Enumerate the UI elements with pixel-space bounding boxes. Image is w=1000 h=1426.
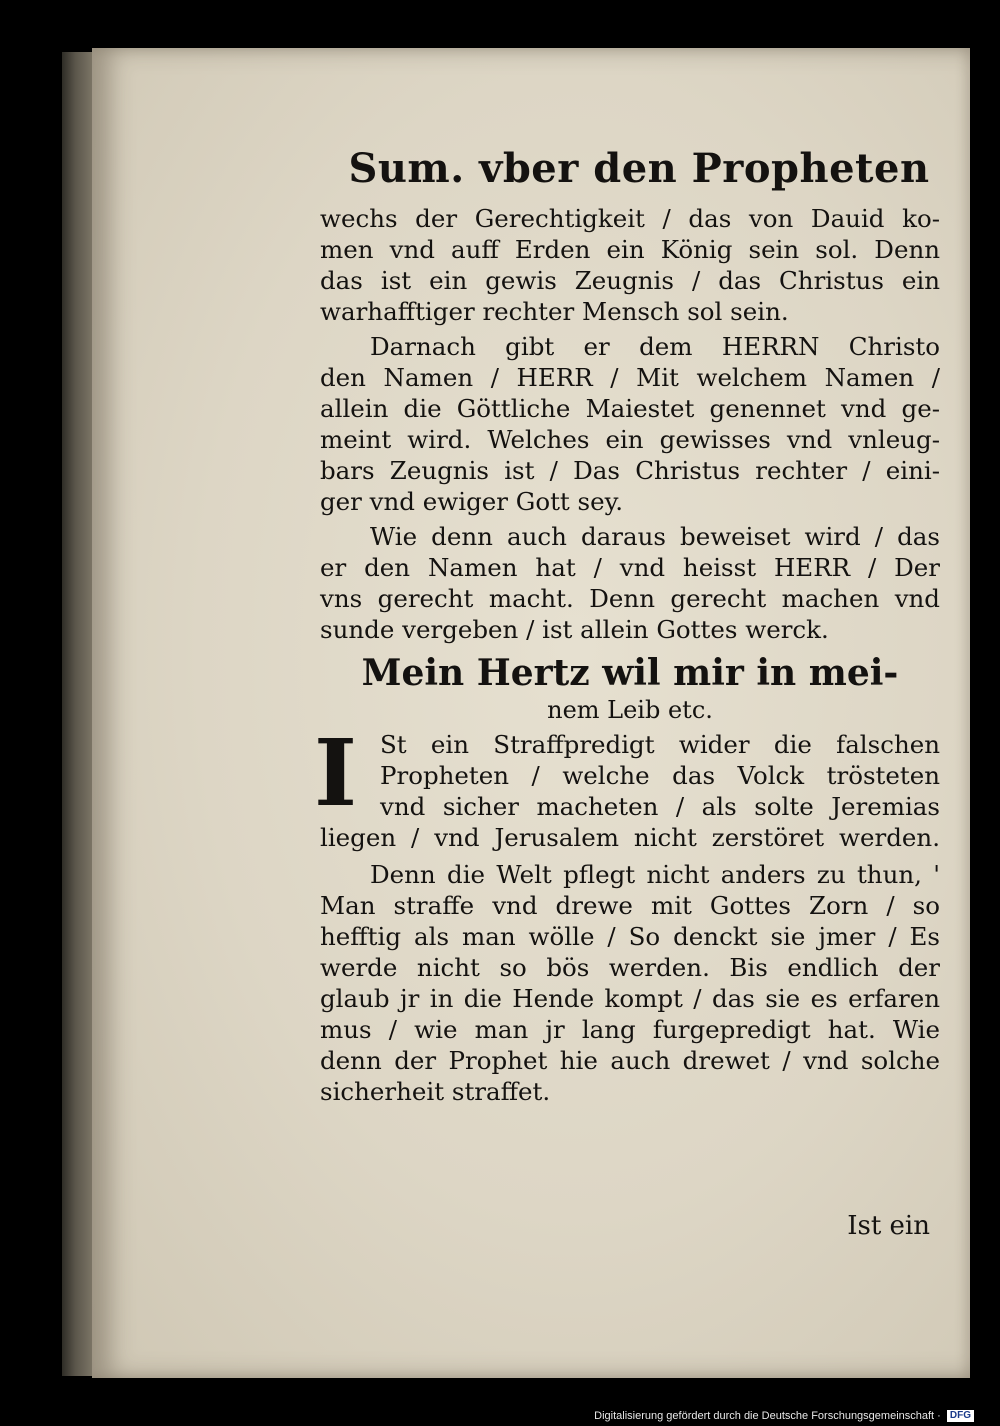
text-line: sunde vergeben / ist allein Gottes werck. xyxy=(320,615,829,644)
dropcap-paragraph xyxy=(314,719,940,853)
text-line: men vnd auff Erden ein König sein sol. Denn xyxy=(320,235,940,264)
text-line: er den Namen hat / vnd heisst HERR / Der xyxy=(320,553,940,582)
footer-credit-text: Digitalisierung gefördert durch die Deutsche Forschungsgemeinschaft · xyxy=(594,1409,941,1422)
text-line: mus / wie man jr lang furgepredigt hat. Wie xyxy=(320,1015,940,1044)
text-line: hefftig als man wölle / So denckt sie jmer / Es xyxy=(320,922,940,951)
section-heading-continuation: nem Leib etc. xyxy=(547,696,713,724)
paragraph-3 xyxy=(320,521,940,645)
text-line: liegen / vnd Jerusalem nicht zerstöret werden. xyxy=(320,823,940,852)
text-line: werde nicht so bös werden. Bis endlich der xyxy=(320,953,940,982)
text-line: Propheten / welche das Volck trösteten xyxy=(380,761,940,790)
paragraph-2 xyxy=(320,331,940,517)
text-line: vnd sicher macheten / als solte Jeremias xyxy=(380,792,940,821)
text-line: denn der Prophet hie auch drewet / vnd solche xyxy=(320,1046,940,1075)
text-line: ger vnd ewiger Gott sey. xyxy=(320,487,624,516)
text-line: bars Zeugnis ist / Das Christus rechter / eini- xyxy=(320,456,940,485)
page-text-block xyxy=(314,143,940,1111)
text-line: wechs der Gerechtigkeit / das von Dauid ko- xyxy=(320,204,940,233)
paragraph-1 xyxy=(320,203,940,327)
text-line: das ist ein gewis Zeugnis / das Christus ein xyxy=(320,266,940,295)
text-line: Darnach gibt er dem HERRN Christo xyxy=(370,332,940,361)
section-heading: Mein Hertz wil mir in mei- xyxy=(361,652,899,694)
book-spine-edge xyxy=(62,52,92,1376)
dropcap-initial: I xyxy=(314,719,358,827)
text-line: den Namen / HERR / Mit welchem Namen / xyxy=(320,363,940,392)
text-line: vns gerecht macht. Denn gerecht machen vnd xyxy=(320,584,940,613)
text-line: glaub jr in die Hende kompt / das sie es erfaren xyxy=(320,984,940,1013)
catchword: Ist ein xyxy=(847,1211,930,1241)
text-line: St ein Straffpredigt wider die falschen xyxy=(380,730,940,759)
running-head: Sum. vber den Propheten xyxy=(348,145,930,192)
dfg-logo: DFG xyxy=(947,1410,974,1422)
text-line: Man straffe vnd drewe mit Gottes Zorn / so xyxy=(320,891,940,920)
paragraph-4 xyxy=(320,859,940,1107)
text-line: meint wird. Welches ein gewisses vnd vnleug- xyxy=(320,425,940,454)
text-line: Wie denn auch daraus beweiset wird / das xyxy=(370,522,940,551)
book-page xyxy=(92,48,970,1378)
text-line: warhafftiger rechter Mensch sol sein. xyxy=(320,297,789,326)
footer-credit xyxy=(594,1410,974,1422)
text-line: Denn die Welt pflegt nicht anders zu thun, ' xyxy=(370,860,940,889)
text-line: sicherheit straffet. xyxy=(320,1077,551,1106)
text-line: allein die Göttliche Maiestet genennet vnd ge- xyxy=(320,394,940,423)
